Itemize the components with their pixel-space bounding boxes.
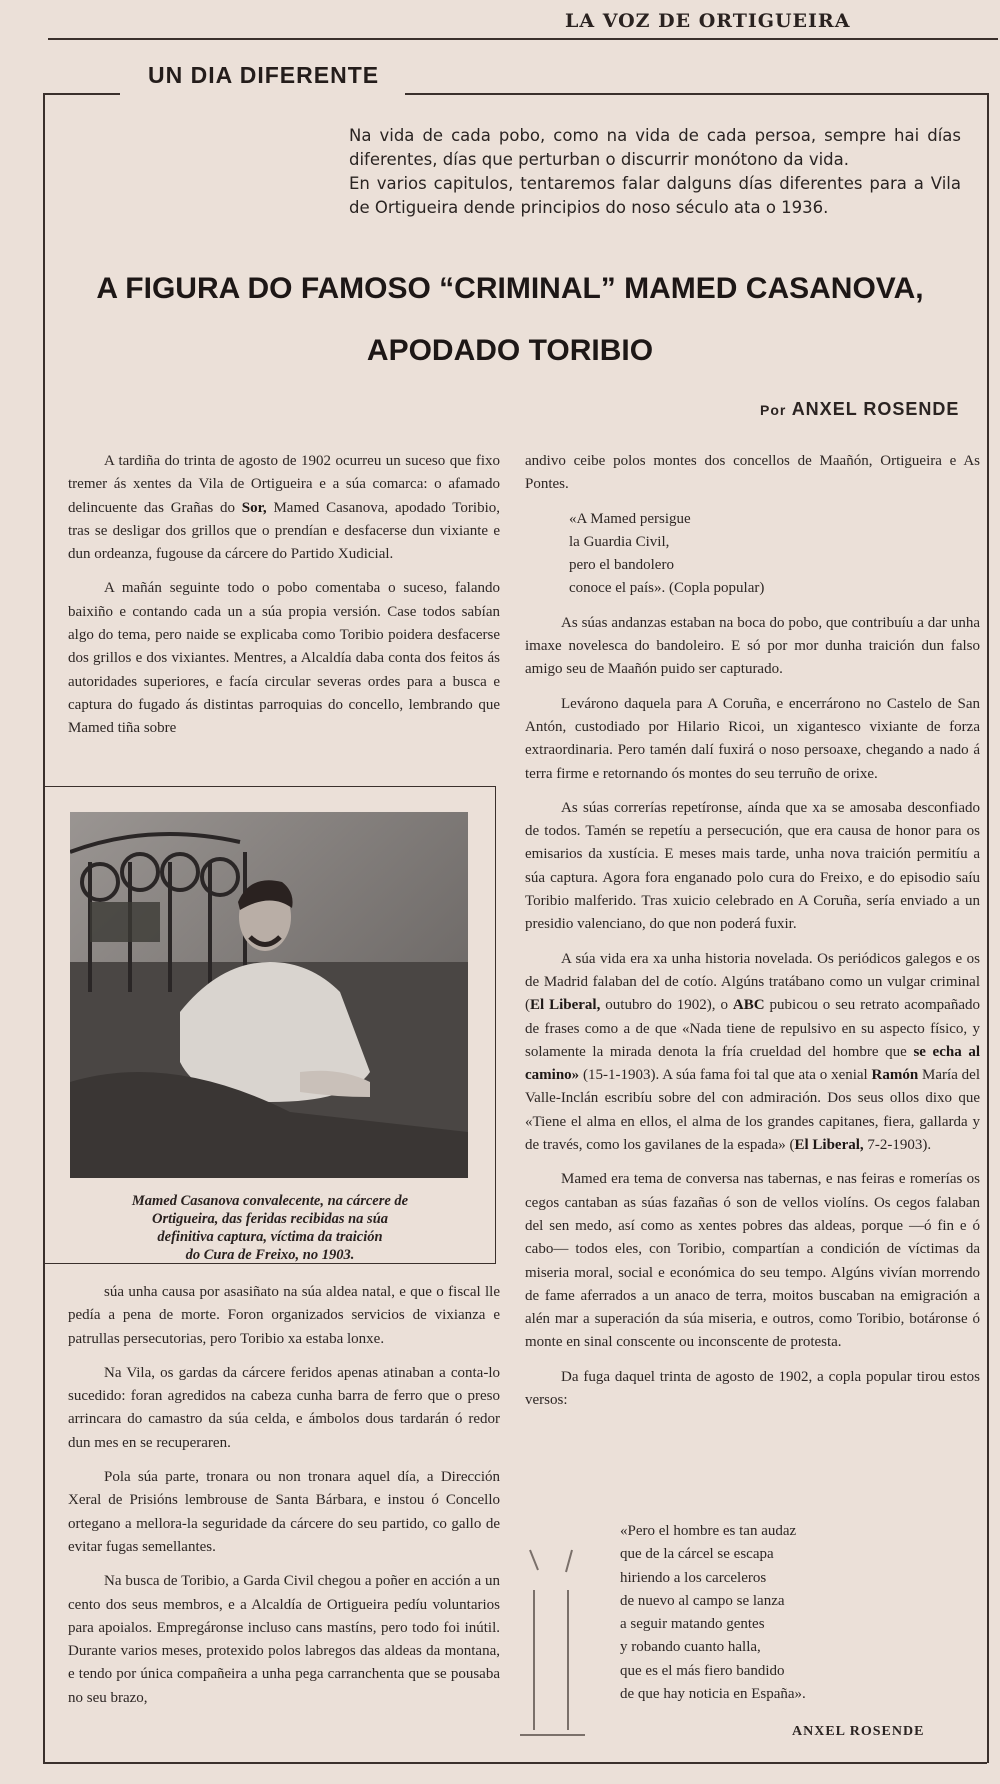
intro-paragraph: En varios capitulos, tentaremos falar dalguns días diferentes para a Vila de Ortigueira dende principios do noso século ata o 1936. [349,174,961,217]
paragraph [525,948,980,1158]
caption-line: Ortigueira, das feridas recibidas na súa [151,1211,389,1227]
text-segment: A mañán seguinte todo o pobo comentaba o suceso, falando baixiño e contando cada un a súa propia versión. Case todos sabían algo do tema, pero naide se explicaba como Toribio poidera desfacerse dos grillos e dos vixiantes. Mentres, a Alcaldía daba conta dos feitos ás autoridades superiores, e facía circular severas ordes para a busca e captura do fugado ás distintas parroquias do concello, lembrando que Mamed tiña sobre [68,580,500,737]
verse-line: «Pero el hombre es tan audaz [620,1523,797,1539]
portrait-photo [70,812,468,1178]
verse-line: «A Mamed persigue [569,510,691,527]
paragraph: andivo ceibe polos montes dos concellos de Maañón, Ortigueira e As Pontes. [525,453,980,493]
verse-line: pero el bandolero [569,557,674,574]
author-signature: ANXEL ROSENDE [792,1724,925,1739]
text-segment: Da fuga daquel trinta de agosto de 1902, a copla popular tirou estos versos: [525,1368,980,1408]
byline-author: ANXEL ROSENDE [791,399,960,419]
headline-line-1: A FIGURA DO FAMOSO “CRIMINAL” MAMED CASANOVA, [96,272,924,305]
bold-text: El Liberal, [530,997,601,1014]
text-segment: pubicou o seu retrato acompañado de frases como a de que «Nada tiene de repulsivo en su aspecto físico, y solamente la mirada denota la fría crueldad del hombre que [525,997,980,1060]
caption-line: definitiva captura, víctima da traición [157,1229,383,1245]
verse-line: de que hay noticia en España». [620,1686,806,1703]
paragraph [68,1570,500,1710]
right-paragraphs [525,612,980,1413]
left-column-top [68,450,500,752]
intro-paragraph: Na vida de cada pobo, como na vida de cada persoa, sempre hai días diferentes, días que perturban o discurrir monótono da vida. [349,126,961,169]
verse-line: la Guardia Civil, [569,533,670,550]
newspaper-masthead: LA VOZ DE ORTIGUEIRA [565,10,851,32]
verse-line: que de la cárcel se escapa [620,1546,774,1563]
paragraph [68,577,500,740]
text-segment: outubro do 1902), o [600,997,733,1014]
bottom-rule [43,1762,987,1764]
caption-line: Mamed Casanova convalecente, na cárcere de [131,1193,409,1209]
text-segment: 7-2-1903). [863,1137,932,1154]
paragraph [525,693,980,786]
intro-text [349,124,961,220]
text-segment: Levárono daquela para A Coruña, e encerrárono no Castelo de San Antón, custodiado por Hilario Ricoi, un xigantesco vixiante de forza extraordinaria. Pero tamén dalí fuxirá o noso persoaxe, chegando a nado á terra firme e retornando ós montes do seu terruño de orixe. [525,695,980,782]
paragraph [525,797,980,937]
headline-line-2: APODADO TORIBIO [366,334,654,367]
text-segment: Pola súa parte, tronara ou non tronara aquel día, a Dirección Xeral de Prisións lembrouse de Santa Bárbara, e instou ó Concello ortegano a mellora-la seguridade da cárcere do seu partido, co gallo de evitar fugas semellantes. [68,1469,500,1555]
text-segment: Na busca de Toribio, a Garda Civil chegou a poñer en acción a un cento dos seus membros, e a Alcaldía de Ortigueira pedíu voluntarios para apoialos. Empregáronse incluso cans mastíns, pero todo foi inútil. Durante varios meses, protexido polos labregos das aldeas da montana, e tendo por única compañeira a unha pega carranchenta que se pousaba no seu brazo, [68,1573,500,1706]
paragraph [525,1366,980,1413]
masthead-rule [48,38,998,40]
final-copla [620,1520,950,1706]
text-segment: A tardiña do trinta de agosto de 1902 ocurreu un suceso que fixo tremer ás xentes da Vila de Ortigueira e a súa comarca: o afamado delincuente das Grañas do [68,453,500,516]
text-segment: As súas correrías repetíronse, aínda que xa se amosaba desconfiado de todos. Tamén se repetíu a persecución, que era causa de honor para os emisarios da xustícia. E meses mais tarde, unha nova traición permitíu a súa captura. Agora fora enganado polo cura do Freixo, e do episodio saíu Toribio malferido. Tras xuicio celebrado en A Coruña, sería enviado a un presidio valenciano, do que non poderá fuxir. [525,799,980,933]
text-segment: A súa vida era xa unha historia novelada. Os periódicos galegos e os de Madrid falaban del de cotío. Algúns tratábano como un vulgar criminal ( [525,950,980,1014]
bold-text: Ramón [871,1067,919,1084]
section-title: UN DIA DIFERENTE [148,62,380,88]
decorative-ornament [510,1530,600,1740]
photo-caption [50,1192,490,1264]
bold-text: se echa al camino» [525,1043,980,1084]
text-segment: María del Valle-Inclán escribíu sobre del con admiración. Dos seus ollos dixo que «Tiene el alma en ellos, el alma de los grandes capitanes, fiera, gallarda y de través, como los gavilanes de la espada» ( [525,1067,981,1154]
paragraph [525,1168,980,1354]
byline [760,399,959,420]
verse-line: y robando cuanto halla, [620,1639,761,1656]
verse-line: conoce el país». (Copla popular) [569,580,765,597]
verse-line: que es el más fiero bandido [620,1662,785,1679]
text-segment: Mamed era tema de conversa nas tabernas, e nas feiras e romerías os cegos cantaban as súas fazañas ó son de vellos violíns. Os cegos falaban del sen medo, así como as xentes pobres das aldeas, porque —ó fin e ó cabo— todos eles, con Toribio, compartían a condición de víctimas da miseria moral, social e económica do seu tempo. Algúns vivían morrendo de fame aferrados a un anaco de terra, moitos buscaban na emigración a alén mar a superación da súa miseria, e outros, como Toribio, botáronse ó monte en sinal conscente ou inconscente de protesta. [525,1171,980,1351]
verse-line: hiriendo a los carceleros [620,1569,767,1586]
text-segment: Mamed Casanova, apodado Toribio, tras se desligar dos grillos que o prendían e desfacerse dun vixiante e dun ordeanza, fugouse da cárcere do Partido Xudicial. [68,499,500,563]
paragraph [68,450,500,566]
verse-line: de nuevo al campo se lanza [620,1592,785,1609]
text-segment: As súas andanzas estaban na boca do pobo, que contribuíu a dar unha imaxe novelesca do bandoleiro. E só por mor dunha traición dun falso amigo seu de Maañón puido ser capturado. [525,614,980,678]
bold-text: El Liberal, [794,1137,864,1154]
verse-line: a seguir matando gentes [620,1616,765,1633]
right-column [525,450,980,1423]
paragraph [525,612,980,682]
byline-prefix: Por [760,402,787,418]
paragraph [68,1466,500,1559]
text-segment: Na Vila, os gardas da cárcere feridos apenas atinaban a conta-lo sucedido: foran agredidos na cabeza cunha barra de ferro que o preso arrincara do camastro da súa celda, e ámbolos dous tardarán ó redor dun mes en se recuperaren. [68,1364,500,1451]
copla-verse [569,508,980,601]
paragraph [68,1281,500,1351]
bold-text: ABC [732,997,765,1014]
headline [50,258,970,382]
left-column-bottom [68,1281,500,1721]
bold-text: Sor, [241,499,267,516]
paragraph [68,1362,500,1455]
text-segment: (15-1-1903). A súa fama foi tal que ata o xenial [579,1067,872,1084]
caption-line: do Cura de Freixo, no 1903. [185,1247,355,1263]
frame-gap [120,88,405,98]
text-segment: súa unha causa por asasiñato na súa aldea natal, e que o fiscal lle pedía a pena de morte. Foron organizados servicios de vixianza e patrullas persecutorias, pero Toribio xa estaba lonxe. [68,1284,500,1347]
